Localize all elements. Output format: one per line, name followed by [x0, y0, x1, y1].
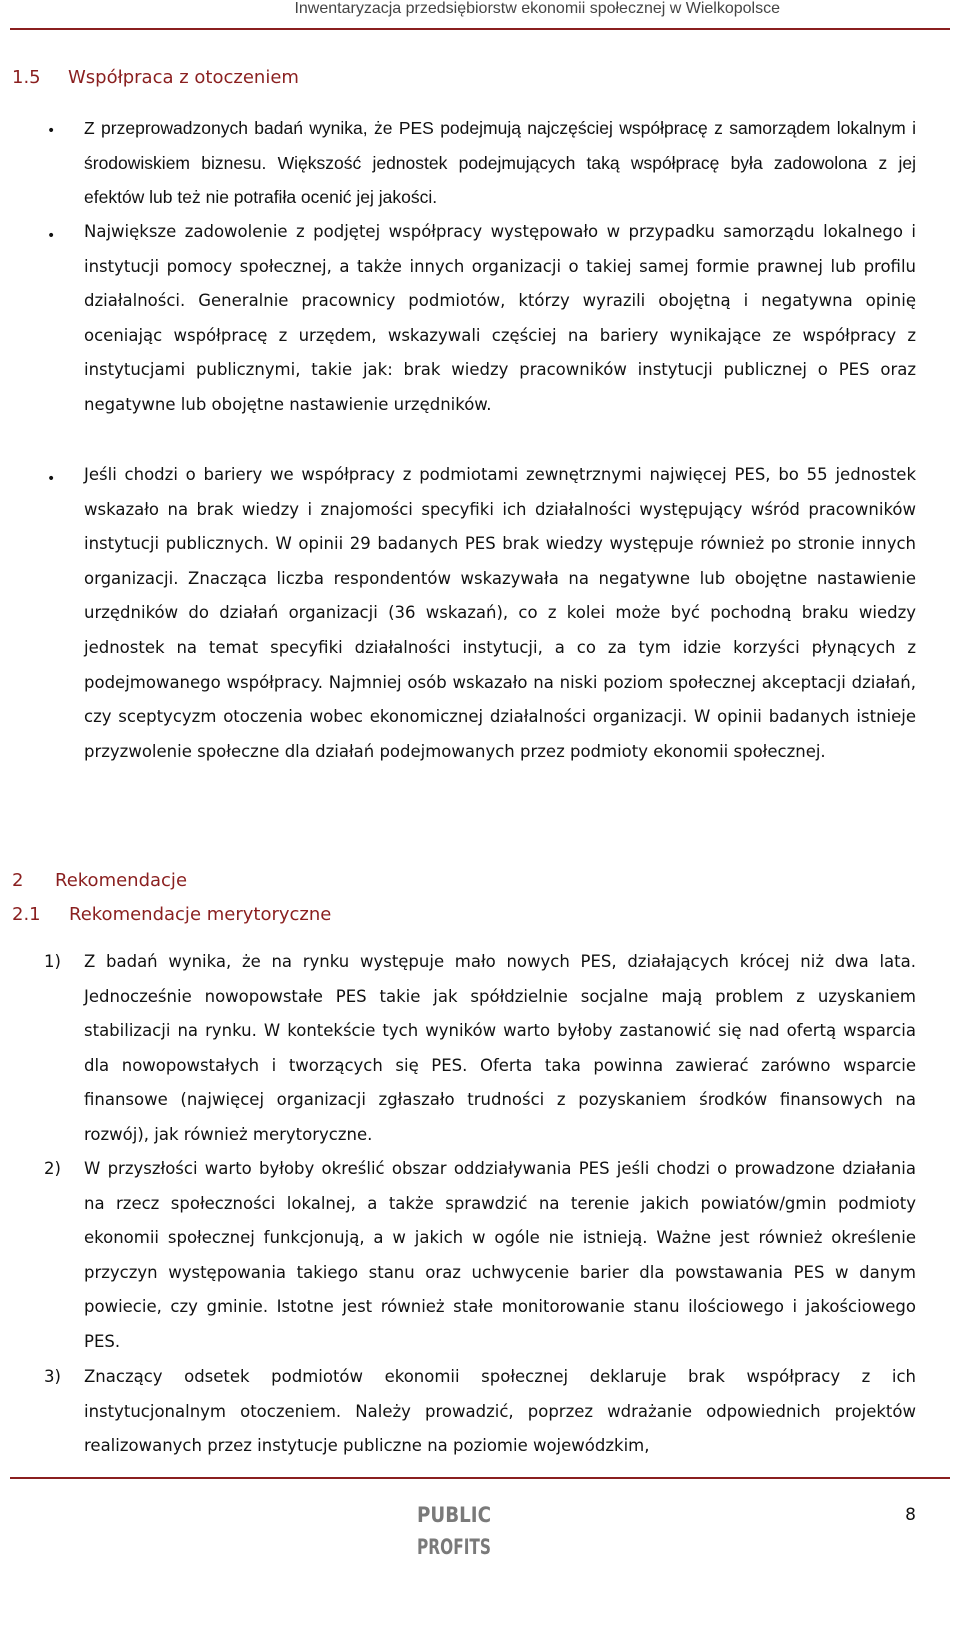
section-number: 2 — [12, 870, 24, 891]
public-profits-logo — [414, 1488, 494, 1568]
footer-rule — [10, 1477, 950, 1479]
bullet-marker: • — [47, 123, 56, 139]
section-heading-2 — [12, 870, 187, 892]
recommendation-item-2: W przyszłości warto byłoby określić obszar oddziaływania PES jeśli chodzi o prowadzone działania na rzecz społeczności lokalnej, a także sprawdzić na terenie jakich powiatów/gmin podmioty ekonomii społecznej funkcjonują, a w jakich w ogóle nie istnieją. Ważne jest również określenie przyczyn występowania takiego stanu oraz uchwycenie barier dla powstawania PES w danym powiecie, czy gminie. Istotne jest również stałe monitorowanie stanu ilościowego i jakościowego PES. — [84, 1159, 916, 1351]
section-heading-1-5 — [12, 67, 299, 89]
bullet-paragraph-3: Jeśli chodzi o bariery we współpracy z podmiotami zewnętrznymi najwięcej PES, bo 55 jednostek wskazało na brak wiedzy i znajomości specyfiki ich działalności występujący wśród pracowników instytucji publicznych. W opinii 29 badanych PES brak wiedzy występuje również po stronie innych organizacji. Znacząca liczba respondentów wskazywała na negatywne lub obojętne nastawienie urzędników do działań organizacji (36 wskazań), co z kolei może być pochodną braku wiedzy jednostek na temat specyfiki działalności instytucji, a co za tym idzie korzyści płynących z podejmowanego współpracy. Najmniej osób wskazało na niski poziom społecznej akceptacji działań, czy sceptycyzm otoczenia wobec ekonomicznej działalności organizacji. W opinii badanych istnieje przyzwolenie społeczne dla działań podejmowanych przez podmioty ekonomii społecznej. — [84, 465, 916, 761]
list-marker: 1) — [44, 952, 61, 971]
list-marker: 2) — [44, 1159, 61, 1178]
header-rule — [10, 28, 950, 30]
logo-line-1: PUBLIC — [417, 1503, 491, 1527]
logo-line-2: PROFITS — [417, 1535, 491, 1559]
list-marker: 3) — [44, 1367, 61, 1386]
bullet-marker: • — [47, 228, 56, 244]
section-number: 1.5 — [12, 67, 41, 88]
running-header — [0, 0, 960, 28]
bullet-paragraph-1: Z przeprowadzonych badań wynika, że PES podejmują najczęściej współpracę z samorządem lokalnym i środowiskiem biznesu. Większość jednostek podejmujących taką współpracę była zadowolona z jej efektów lub też nie potrafiła ocenić jej jakości. — [84, 118, 916, 208]
bullet-marker: • — [47, 471, 56, 487]
section-number: 2.1 — [12, 904, 41, 925]
section-heading-2-1 — [12, 904, 331, 926]
recommendation-item-1: Z badań wynika, że na rynku występuje mało nowych PES, działających krócej niż dwa lata. Jednocześnie nowopowstałe PES takie jak spółdzielnie socjalne mają problem z uzyskaniem stabilizacji na rynku. W kontekście tych wyników warto byłoby zastanowić się nad ofertą wsparcia dla nowopowstałych i tworzących się PES. Oferta taka powinna zawierać zarówno wsparcie finansowe (najwięcej organizacji zgłaszało trudności z pozyskaniem środków finansowych na rozwój), jak również merytoryczne. — [84, 952, 916, 1144]
recommendation-item-3: Znaczący odsetek podmiotów ekonomii społecznej deklaruje brak współpracy z ich instytucjonalnym otoczeniem. Należy prowadzić, poprzez wdrażanie odpowiednich projektów realizowanych przez instytucje publiczne na poziomie wojewódzkim, — [84, 1367, 916, 1456]
running-header-title: Inwentaryzacja przedsiębiorstw ekonomii społecznej w Wielkopolsce — [294, 0, 780, 17]
page-number: 8 — [905, 1505, 916, 1525]
section-title: Rekomendacje merytoryczne — [69, 904, 332, 925]
section-title: Rekomendacje — [55, 870, 188, 891]
bullet-paragraph-2: Największe zadowolenie z podjętej współpracy występowało w przypadku samorządu lokalnego i instytucji pomocy społecznej, a także innych organizacji o takiej samej formie prawnej lub profilu działalności. Generalnie pracownicy podmiotów, którzy wyrazili obojętną i negatywna opinię oceniając współpracę z urzędem, wskazywali częściej na bariery wynikające ze współpracy z instytucjami publicznymi, takie jak: brak wiedzy pracowników instytucji publicznej o PES oraz negatywne lub obojętne nastawienie urzędników. — [84, 222, 916, 414]
section-title: Współpraca z otoczeniem — [68, 67, 299, 88]
